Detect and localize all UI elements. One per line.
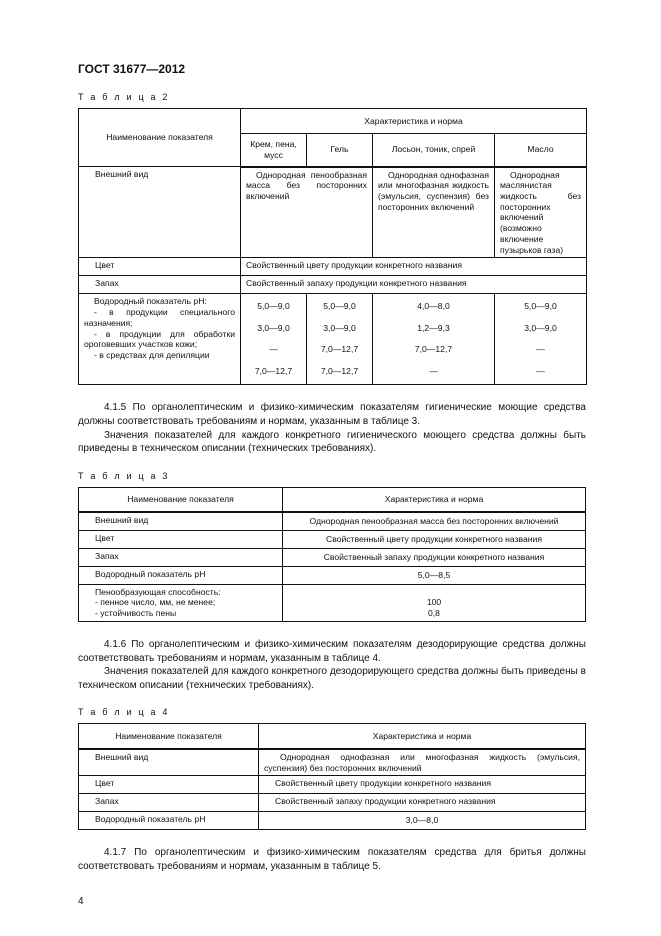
ph-sub: - в продукции для обработки ороговевших участков кожи;: [84, 328, 235, 350]
v: 100: [426, 597, 442, 608]
row-label: Цвет: [79, 258, 241, 276]
cell: Однородная пенообразная масса без посторонних включений: [283, 512, 586, 530]
cell: [241, 294, 307, 385]
cell: Свойственный цвету продукции конкретного названия: [259, 776, 586, 794]
row-label: Запах: [79, 548, 283, 566]
row-label: Водородный показатель pH: [79, 812, 259, 830]
para-line: Значения показателей для каждого конкретного дезодорирующего средства должны быть приведены в техническом описании (технических требованиях).: [78, 666, 586, 691]
col-name-header: Наименование показателя: [79, 109, 241, 167]
paragraph-4-1-5: [78, 401, 586, 455]
document-header: ГОСТ 31677—2012: [78, 62, 186, 76]
v: 0,8: [428, 608, 440, 619]
v: —: [536, 344, 545, 355]
cell: 3,0—8,0: [259, 812, 586, 830]
v: 7,0—12,7: [320, 344, 359, 355]
table-row: [79, 749, 586, 776]
cell: Свойственный запаху продукции конкретного названия: [241, 276, 587, 294]
v: 5,0—9,0: [524, 301, 557, 312]
ph-label: Водородный показатель pH:: [94, 296, 207, 307]
table-row: [79, 566, 586, 584]
table2-title: Т а б л и ц а 2: [78, 92, 170, 102]
para-line: Значения показателей для каждого конкретного гигиенического моющего средства должны быть приведены в техническом описании (технических требованиях).: [78, 429, 586, 455]
col-header: Гель: [307, 134, 373, 167]
table-row: [79, 794, 586, 812]
cell: [283, 584, 586, 621]
v: 3,0—9,0: [257, 322, 290, 333]
v: —: [429, 365, 438, 376]
v: 1,2—9,3: [417, 322, 450, 333]
cell: 5,0—8,5: [283, 566, 586, 584]
cell: Однородная однофазная или многофазная жидкость (эмульсия, суспензия) без посторонних включений: [373, 167, 495, 258]
v: —: [536, 365, 545, 376]
col-header: Наименование показателя: [79, 487, 283, 512]
row-label: [79, 294, 241, 385]
table-row: [79, 258, 587, 276]
v: —: [269, 344, 278, 355]
cell: Свойственный цвету продукции конкретного названия: [283, 530, 586, 548]
table-row: [79, 276, 587, 294]
paragraph-4-1-7: [78, 846, 586, 873]
table3: [78, 487, 586, 622]
row-label: Запах: [79, 276, 241, 294]
row-label: Внешний вид: [79, 167, 241, 258]
row-label: Внешний вид: [79, 749, 259, 776]
table-row: [79, 548, 586, 566]
col-header: Масло: [495, 134, 587, 167]
cell: [307, 294, 373, 385]
row-label: Водородный показатель pH: [79, 566, 283, 584]
row-label: Цвет: [79, 530, 283, 548]
row-label: Внешний вид: [79, 512, 283, 530]
table-row: [79, 512, 586, 530]
v: 3,0—9,0: [524, 322, 557, 333]
table-row: [79, 776, 586, 794]
row-label: [79, 584, 283, 621]
v: 7,0—12,7: [320, 365, 359, 376]
t: - пенное число, мм, не менее;: [95, 597, 216, 608]
t: - устойчивость пены: [95, 608, 177, 619]
col-header: Наименование показателя: [79, 724, 259, 749]
para-line: 4.1.7 По органолептическим и физико-химическим показателям средства для бритья должны соответствовать требованиям и нормам, указанным в таблице 5.: [78, 847, 586, 872]
t: Пенообразующая способность:: [95, 586, 221, 597]
cell: Однородная пенообразная масса без посторонних включений: [241, 167, 373, 258]
cell: Свойственный запаху продукции конкретного названия: [283, 548, 586, 566]
col-header: Характеристика и норма: [259, 724, 586, 749]
cell: Свойственный запаху продукции конкретного названия: [259, 794, 586, 812]
para-line: 4.1.6 По органолептическим и физико-химическим показателям дезодорирующие средства должны соответствовать требованиям и нормам, указанным в таблице 4.: [78, 638, 586, 664]
table2: [78, 108, 587, 385]
v: 7,0—12,7: [254, 365, 293, 376]
cell: Однородная маслянистая жидкость без посторонних включений (возможно включение пузырьков газа): [495, 167, 587, 258]
table3-title: Т а б л и ц а 3: [78, 470, 170, 481]
col-header: Лосьон, тоник, спрей: [373, 134, 495, 167]
table-row: [79, 812, 586, 830]
v: 4,0—8,0: [417, 301, 450, 312]
cell: [373, 294, 495, 385]
ph-sub: - в продукции специального назначения;: [84, 307, 235, 328]
col-group-header: Характеристика и норма: [241, 109, 587, 134]
v: 7,0—12,7: [414, 344, 453, 355]
ph-sub: - в средствах для депиляции: [94, 350, 210, 361]
paragraph-4-1-6: [78, 638, 586, 692]
v: 5,0—9,0: [323, 301, 356, 312]
table-row: [79, 584, 586, 621]
table4: [78, 723, 586, 830]
v: 5,0—9,0: [257, 301, 290, 312]
table-row: [79, 167, 587, 258]
row-label: Запах: [79, 794, 259, 812]
row-label: Цвет: [79, 776, 259, 794]
table4-title: Т а б л и ц а 4: [78, 707, 170, 718]
cell: Однородная однофазная или многофазная жидкость (эмульсия, суспензия) без посторонних включений: [259, 749, 586, 776]
col-header: Характеристика и норма: [283, 487, 586, 512]
table-row: [79, 294, 587, 385]
page-number: 4: [78, 896, 84, 908]
table-row: [79, 530, 586, 548]
col-header: Крем, пена, мусс: [241, 134, 307, 167]
v: 3,0—9,0: [323, 322, 356, 333]
cell: Свойственный цвету продукции конкретного названия: [241, 258, 587, 276]
cell: [495, 294, 587, 385]
para-line: 4.1.5 По органолептическим и физико-химическим показателям гигиенические моющие средства должны соответствовать требованиям и нормам, указанным в таблице 3.: [78, 402, 586, 427]
